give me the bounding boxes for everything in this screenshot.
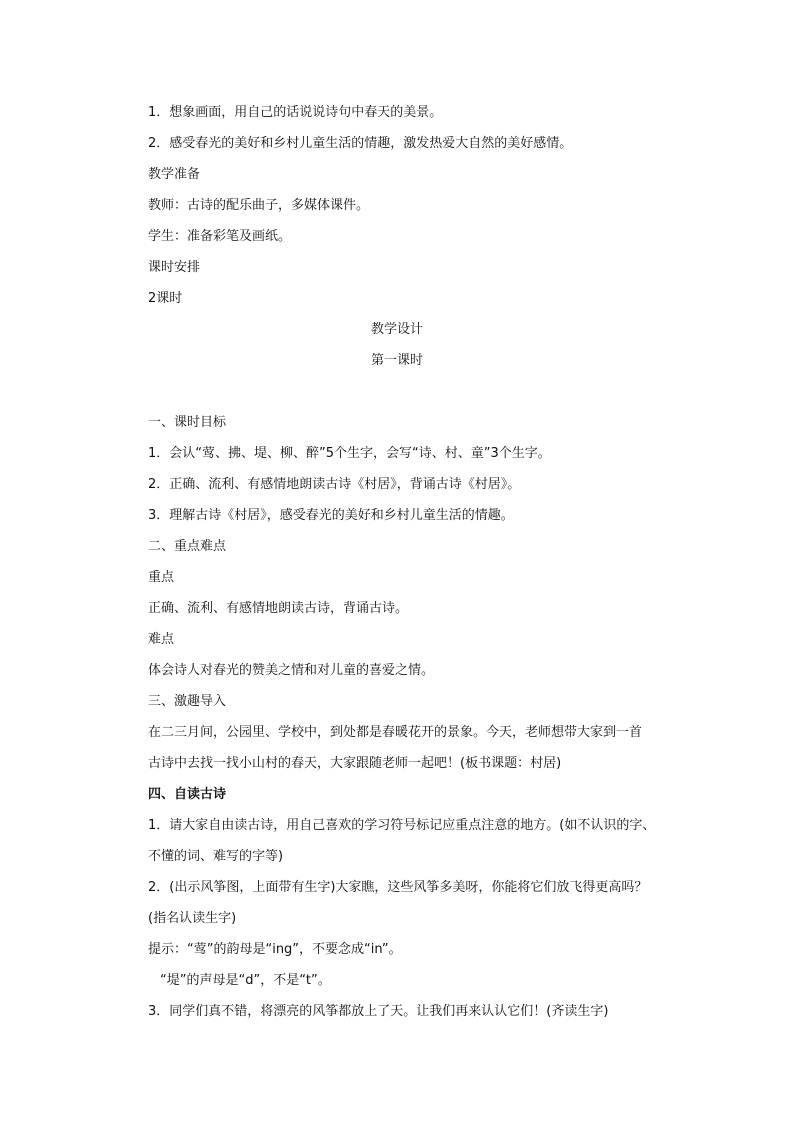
teacher-prep-line: 教师：古诗的配乐曲子，多媒体课件。: [148, 198, 370, 213]
goal-line-1: 1．会认“莺、拂、堤、柳、醉”5个生字，会写“诗、村、童”3个生字。: [148, 446, 551, 461]
self-reading-line-2: 2．(出示风筝图，上面带有生字)大家瞧，这些风筝多美呀，你能将它们放飞得更高吗？: [148, 880, 648, 895]
label-difficulty: 难点: [148, 632, 175, 647]
self-reading-line-3: 3．同学们真不错，将漂亮的风筝都放上了天。让我们再来认认它们！(齐读生字): [148, 1004, 609, 1019]
heading-key-points: 二、重点难点: [148, 539, 227, 554]
key-point-text: 正确、流利、有感情地朗读古诗，背诵古诗。: [148, 601, 409, 616]
goal-line-3: 3．理解古诗《村居》，感受春光的美好和乡村儿童生活的情趣。: [148, 508, 514, 523]
heading-teaching-prep: 教学准备: [148, 167, 201, 182]
student-prep-line: 学生：准备彩笔及画纸。: [148, 229, 292, 244]
difficulty-text: 体会诗人对春光的赞美之情和对儿童的喜爱之情。: [148, 663, 435, 678]
self-reading-line-1: 1．请大家自由读古诗，用自己喜欢的学习符号标记应重点注意的地方。(如不认识的字、: [148, 818, 656, 833]
self-reading-line-1-cont: 不懂的词、难写的字等): [148, 849, 284, 864]
introduction-line-2: 古诗中去找一找小山村的春天，大家跟随老师一起吧！(板书课题：村居): [148, 756, 562, 771]
heading-introduction: 三、激趣导入: [148, 694, 227, 709]
section-title-teaching-design: 教学设计: [370, 322, 423, 337]
goal-line-2: 2．正确、流利、有感情地朗读古诗《村居》，背诵古诗《村居》。: [148, 477, 521, 492]
tip-line-1: 提示：“莺”的韵母是“ing”，不要念成“in”。: [148, 942, 402, 957]
heading-class-schedule: 课时安排: [148, 260, 201, 275]
label-key-point: 重点: [148, 570, 175, 585]
heading-self-reading: 四、自读古诗: [148, 787, 227, 802]
heading-lesson-goals: 一、课时目标: [148, 415, 227, 430]
class-hours-line: 2课时: [148, 291, 183, 306]
self-reading-line-2-cont: (指名认读生字): [148, 911, 237, 926]
tip-line-2: “堤”的声母是“d”，不是“t”。: [160, 973, 331, 988]
introduction-line-1: 在二三月间，公园里、学校中，到处都是春暖花开的景象。今天，老师想带大家到一首: [148, 725, 643, 740]
section-title-first-lesson: 第一课时: [370, 353, 423, 368]
objective-line-1: 1．想象画面，用自己的话说说诗句中春天的美景。: [148, 105, 443, 120]
objective-line-2: 2．感受春光的美好和乡村儿童生活的情趣，激发热爱大自然的美好感情。: [148, 136, 573, 151]
